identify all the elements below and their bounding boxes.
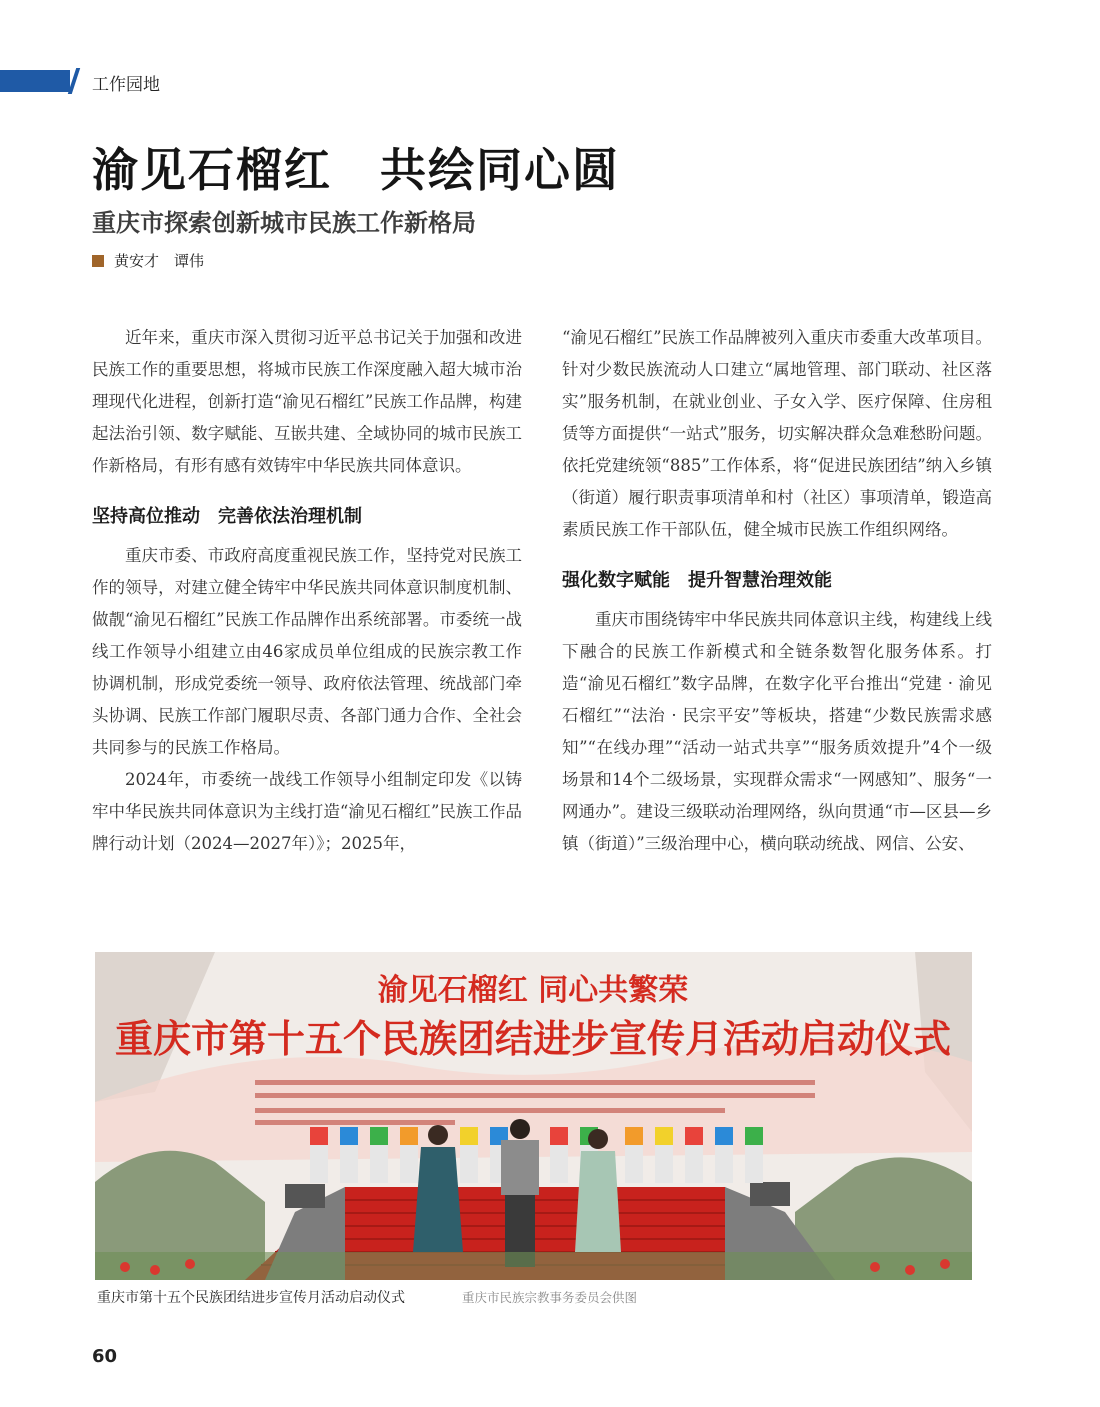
byline: [92, 250, 204, 271]
intro-paragraph: 近年来，重庆市深入贯彻习近平总书记关于加强和改进民族工作的重要思想，将城市民族工作深度融入超大城市治理现代化进程，创新打造“渝见石榴红”民族工作品牌，构建起法治引领、数字赋能、互嵌共建、全域协同的城市民族工作新格局，有形有感有效铸牢中华民族共同体意识。: [92, 328, 522, 475]
author-names: 黄安才 谭伟: [114, 252, 205, 270]
banner-title: 重庆市第十五个民族团结进步宣传月活动启动仪式: [114, 1017, 952, 1061]
photo-credit: 重庆市民族宗教事务委员会供图: [462, 1290, 638, 1305]
section-heading-1: 坚持高位推动 完善依法治理机制: [92, 506, 362, 527]
article-title: 渝见石榴红 共绘同心圆: [92, 143, 620, 197]
body-paragraph-3: “渝见石榴红”民族工作品牌被列入重庆市委重大改革项目。针对少数民族流动人口建立“属地管理、部门联动、社区落实”服务机制，在就业创业、子女入学、医疗保障、住房租赁等方面提供“一站式”服务，切实解决群众急难愁盼问题。依托党建统领“885”工作体系，将“促进民族团结”纳入乡镇（街道）履行职责事项清单和村（社区）事项清单，锻造高素质民族工作干部队伍，健全城市民族工作组织网络。: [562, 328, 992, 539]
page-number: 60: [92, 1346, 118, 1367]
photo-caption: 重庆市第十五个民族团结进步宣传月活动启动仪式: [97, 1290, 405, 1306]
body-paragraph-2: 2024年，市委统一战线工作领导小组制定印发《以铸牢中华民族共同体意识为主线打造“渝见石榴红”民族工作品牌行动计划（2024—2027年）》；2025年，: [92, 770, 522, 853]
event-photo: [95, 952, 972, 1280]
banner-slogan: 渝见石榴红 同心共繁荣: [377, 973, 689, 1008]
body-paragraph-1: 重庆市委、市政府高度重视民族工作，坚持党对民族工作的领导，对建立健全铸牢中华民族共同体意识制度机制、做靓“渝见石榴红”民族工作品牌作出系统部署。市委统一战线工作领导小组建立由46家成员单位组成的民族宗教工作协调机制，形成党委统一领导、政府依法管理、统战部门牵头协调、民族工作部门履职尽责、各部门通力合作、全社会共同参与的民族工作格局。: [92, 546, 522, 757]
byline-marker-icon: [92, 255, 104, 267]
right-column: [562, 322, 992, 860]
body-paragraph-4: 重庆市围绕铸牢中华民族共同体意识主线，构建线上线下融合的民族工作新模式和全链条数智化服务体系。打造“渝见石榴红”数字品牌，在数字化平台推出“党建 · 渝见石榴红”“法治 · 民宗平安”等板块，搭建“少数民族需求感知”“在线办理”“活动一站式共享”“服务质效提升”4个一级场景和14个二级场景，实现群众需求“一网感知”、服务“一网通办”。建设三级联动治理网络，纵向贯通“市—区县—乡镇（街道）”三级治理中心，横向联动统战、网信、公安、: [562, 610, 992, 853]
left-column: [92, 322, 522, 860]
section-heading-2: 强化数字赋能 提升智慧治理效能: [562, 570, 832, 591]
section-color-bar: [0, 70, 70, 92]
article-subtitle: 重庆市探索创新城市民族工作新格局: [92, 208, 476, 237]
section-label: 工作园地: [92, 75, 160, 95]
